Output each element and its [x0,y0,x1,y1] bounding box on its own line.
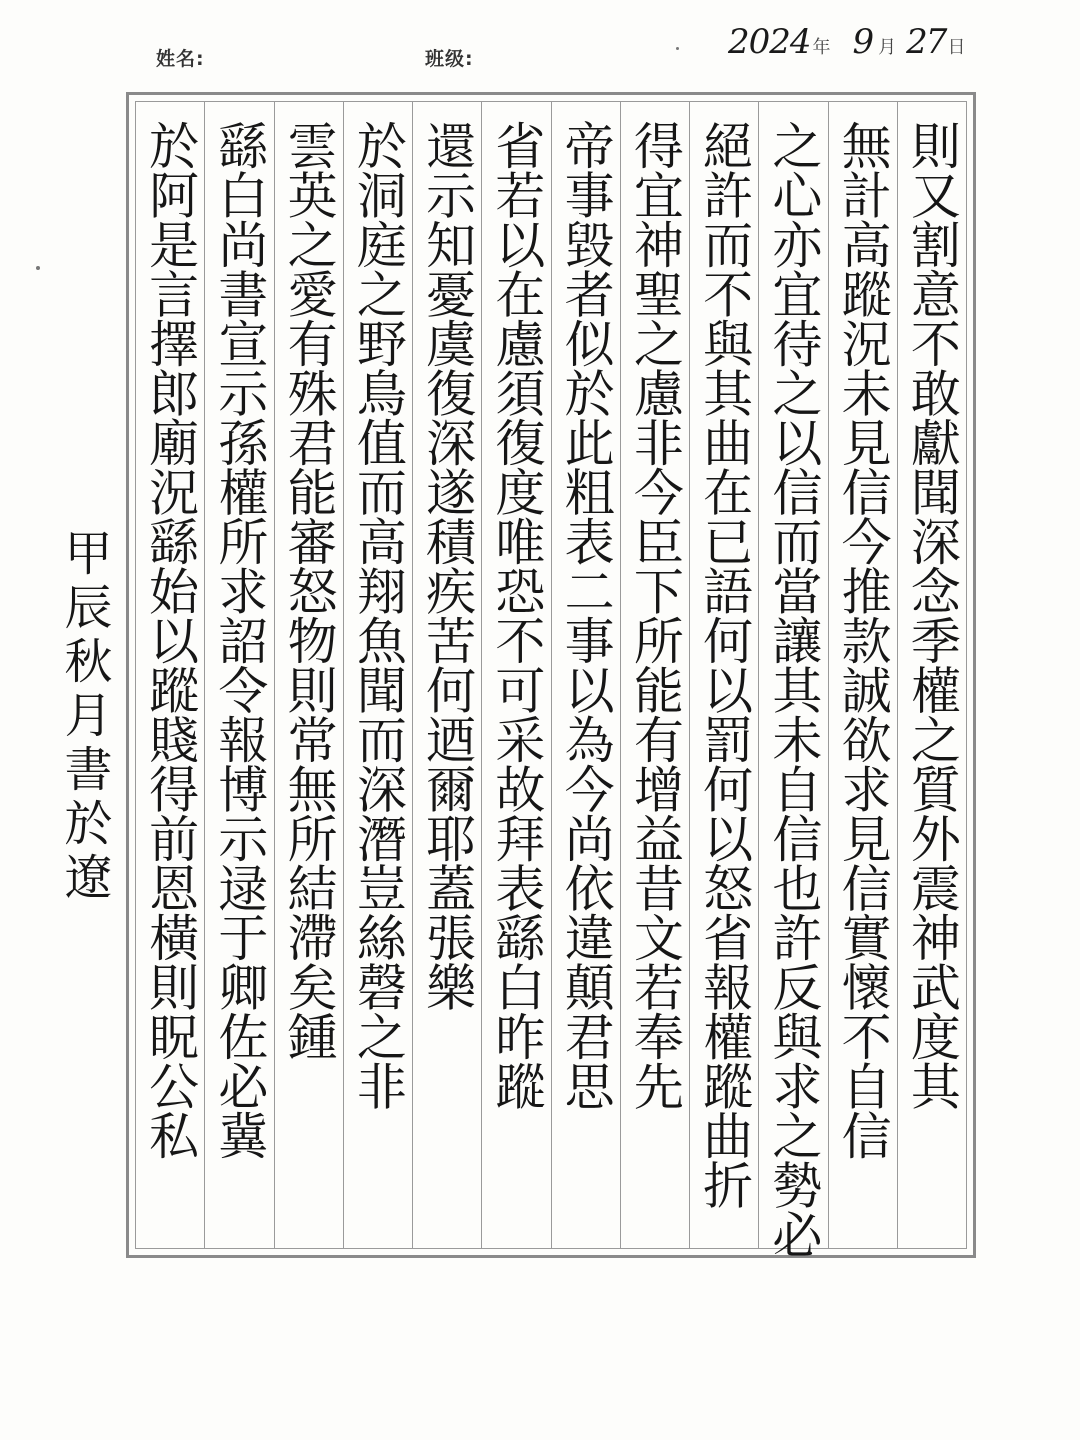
practice-grid [135,101,967,1259]
date-year: 2024 [728,22,811,62]
column-text: 繇白尚書宣示孫權所求詔令報博示逯于卿佐必冀 [210,120,269,1160]
date-day: 27 [906,22,946,62]
column-10 [274,102,343,1248]
column-text: 帝事毀者似於此粗表二事以為今尚依違顛君思 [556,120,615,1110]
column-6 [551,102,620,1248]
column-8 [412,102,481,1248]
name-field-label: 姓名: [156,48,205,70]
column-text: 於洞庭之野鳥值而高翔魚聞而深潛豈絲磬之非 [348,120,407,1110]
column-4 [689,102,758,1248]
column-text: 無計高蹤況未見信今推款誠欲求見信實懷不自信 [833,120,892,1160]
date-field [728,22,971,82]
date-day-unit: 日 [947,37,966,58]
column-7 [481,102,550,1248]
column-text: 於阿是言擇郎廟況繇始以蹤賤得前恩橫則眖公私 [141,120,200,1160]
column-2 [828,102,897,1248]
column-3 [758,102,827,1259]
date-month: 9 [852,22,875,62]
column-text: 還示知憂虞復深遂積疾苦何迺爾耶蓋張樂 [418,120,477,1011]
column-text: 絕許而不與其曲在已語何以罰何以怒省報權蹤曲折 [695,120,754,1209]
column-1 [897,102,966,1248]
date-month-unit: 月 [878,37,897,58]
column-text: 省若以在慮須復度唯恐不可采故拜表繇白昨蹤 [487,120,546,1110]
signature-inscription: 甲辰秋月書於遼 [56,528,112,906]
column-text: 則又割意不敢獻聞深念季權之質外震神武度其 [902,120,961,1110]
column-11 [204,102,273,1248]
date-year-unit: 年 [812,37,831,58]
column-text: 之心亦宜待之以信而當讓其未自信也許反與求之勢必 [764,120,823,1259]
class-field-label: 班级: [425,48,474,70]
column-text: 得宜神聖之慮非今臣下所能有增益昔文若奉先 [625,120,684,1110]
paper-speck [36,266,40,270]
column-text: 雲英之愛有殊君能審怒物則常無所結滯矣鍾 [279,120,338,1061]
column-9 [343,102,412,1248]
paper-speck [676,47,679,50]
column-12 [136,102,204,1248]
column-5 [620,102,689,1248]
